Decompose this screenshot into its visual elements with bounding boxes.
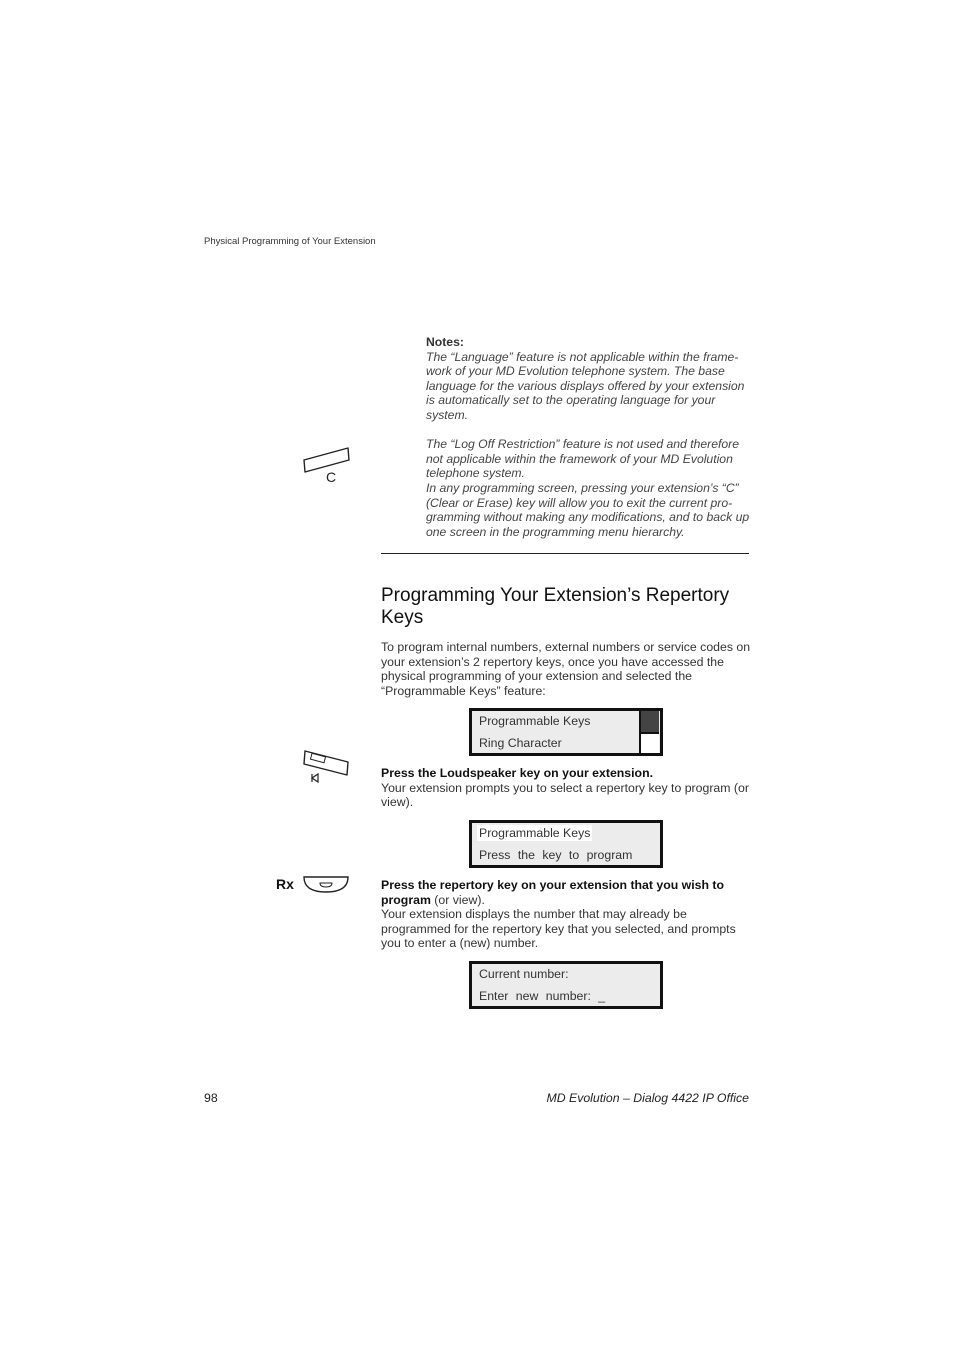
footer-title: MD Evolution – Dialog 4422 IP Office	[546, 1091, 749, 1105]
section-intro: To program internal numbers, external numbers or service codes on your extension’s 2 repertory keys, once you have accessed the physical programming of your extension and selected the “Programmable Keys” feature:	[381, 640, 751, 698]
display-scrollbar	[639, 711, 659, 753]
display-line-1: Programmable Keys	[479, 826, 591, 840]
running-header: Physical Programming of Your Extension	[204, 236, 376, 247]
page-number: 98	[204, 1091, 218, 1105]
display-line-1: Current number:	[479, 967, 569, 981]
note-language: The “Language” feature is not applicable within the frame-work of your MD Evolution telephone system. The base language for the various displays offered by your extension is automatically set to the operating language for your system.	[426, 349, 745, 422]
repertory-key-label: Rx	[276, 876, 294, 892]
display-line-2: Enter new number: _	[479, 989, 606, 1003]
section-heading: Programming Your Extension’s Repertory Keys	[381, 585, 730, 628]
step-press-repertory	[381, 878, 751, 951]
section-divider	[381, 553, 749, 554]
display-screen-press-key	[469, 820, 663, 868]
display-line-1: Programmable Keys	[479, 714, 591, 728]
loudspeaker-key-icon	[302, 748, 354, 788]
step-1-description: Your extension prompts you to select a repertory key to program (or view).	[381, 780, 749, 810]
step-2-suffix: (or view).	[430, 892, 485, 907]
note-log-off: The “Log Off Restriction” feature is not used and therefore not applicable within the framework of your MD Evolution telephone system.	[426, 437, 739, 481]
display-screen-current-number	[469, 961, 663, 1009]
step-2-instruction: Press the repertory key on your extension that you wish to program	[381, 878, 725, 907]
notes-block	[426, 335, 756, 539]
clear-key-icon	[302, 446, 352, 486]
note-clear-key: In any programming screen, pressing your extension’s “C” (Clear or Erase) key will allow you to exit the current pro-gramming without making any modifications, and to back up one screen in the programming menu hierarchy.	[426, 480, 750, 539]
display-screen-programmable-keys	[469, 708, 663, 756]
display-line-2: Press the key to program	[479, 848, 633, 862]
notes-title: Notes:	[426, 335, 464, 349]
display-line-2: Ring Character	[479, 736, 562, 750]
repertory-key-icon	[302, 874, 352, 896]
clear-key-label: C	[326, 469, 337, 485]
step-2-description: Your extension displays the number that may already be programmed for the repertory key that you selected, and prompts you to enter a (new) number.	[381, 907, 736, 951]
step-1-instruction: Press the Loudspeaker key on your extension.	[381, 766, 653, 780]
step-press-loudspeaker	[381, 766, 751, 810]
scrollbar-thumb	[641, 711, 659, 732]
